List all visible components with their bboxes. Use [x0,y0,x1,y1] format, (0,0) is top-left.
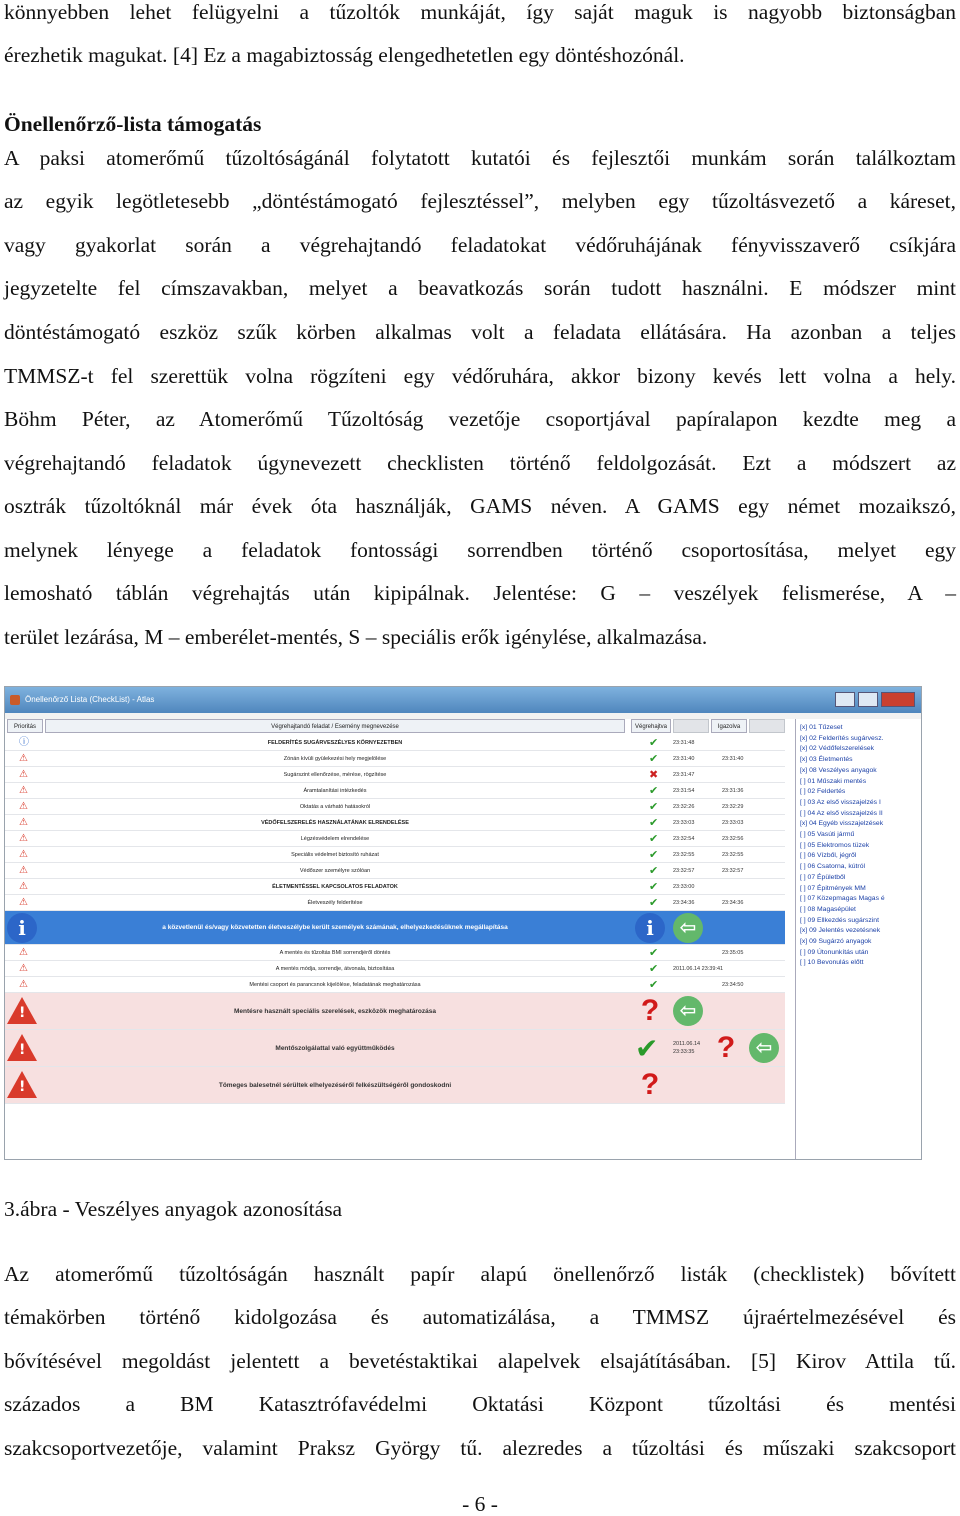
check-icon[interactable]: ✔ [649,881,659,893]
category-item[interactable]: [x] 04 Egyéb visszajelzések [800,820,884,828]
task-label: A mentés módja, sorrendje, átvonala, biztosítása [275,966,395,972]
paragraph-line: jegyzetelte fel címszavakban, melyet a beavatkozás során tudott használni. E módszer mint [4,276,956,300]
category-item[interactable]: [ ] 09 Útonunkítás után [800,948,869,956]
category-item[interactable]: [x] 09 Jelentés vezetésnek [800,927,881,935]
category-item[interactable]: [ ] 03 Az első visszajelzés I [800,798,881,806]
task-label: Mentési csoport és parancsnok kijelölése, feladatának meghatározása [249,982,421,988]
check-icon[interactable]: ✔ [649,865,659,877]
warning-icon: ⚠ [19,897,28,908]
header-priority: Prioritás [7,719,43,733]
table-row[interactable] [5,879,785,895]
table-row[interactable] [5,799,785,815]
app-icon [10,695,20,705]
arrow-left-icon[interactable]: ⇦ [749,1033,779,1063]
category-item[interactable]: [ ] 02 Feldertés [800,788,846,796]
task-label: Légzésvédelem elrendelése [300,836,370,842]
warning-icon: ⚠ [19,979,28,990]
warning-icon [7,1034,37,1061]
task-label: Zónán kívüli gyülekezési hely megjelölése [283,756,387,762]
category-item[interactable]: [ ] 05 Vasúti jármű [800,831,855,839]
paragraph-line: szakcsoportvezetője, valamint Praksz György tű. alezredes a tűzoltási és műszaki szakcsoport [4,1436,956,1460]
warning-icon: ⚠ [19,849,28,860]
page-number: - 6 - [462,1492,498,1516]
highlighted-row[interactable] [5,911,785,945]
task-label: Tömeges balesetnél sérültek elhelyezéséről felkészültségéről gondoskodni [218,1082,452,1089]
table-row[interactable] [5,751,785,767]
done-time: 23:31:40 [673,756,695,762]
category-item[interactable]: [ ] 04 Az első visszajelzés II [800,809,883,817]
paragraph-line: TMMSZ-t fel szerettük volna rögzíteni egy védőruhára, akkor bizony kevés lett volna a hely. [4,364,956,388]
confirm-time: 23:32:29 [722,804,744,810]
paragraph-line: az egyik legötletesebb „döntéstámogató fejlesztéssel”, melyben egy tűzoltásvezető a káreset, [4,189,956,213]
paragraph-line: végrehajtandó feladatok úgynevezett checklisten történő feldolgozását. Ezt a módszert az [4,451,956,475]
paragraph-line: lemosható táblán végrehajtás után kipipálnak. Jelentése: G – veszélyek felismerése, A – [4,581,956,605]
task-label: Védőszer személyre szólóan [299,868,371,874]
window-titlebar [5,687,921,713]
task-label: a közvetlenül és/vagy közvetetten életveszélybe került személyek számának, elhelyezkedésüknek megállapítása [162,924,508,931]
check-icon[interactable]: ✔ [649,817,659,829]
task-label: Mentőszolgálattal való együttműködés [275,1045,395,1052]
category-item[interactable]: [ ] 05 Elektromos tüzek [800,841,870,849]
confirm-time: 23:34:50 [722,982,744,988]
checklist-content [5,719,921,1159]
category-item[interactable]: [x] 03 Életmentés [800,756,853,764]
category-items [796,719,922,969]
minimize-button[interactable] [835,692,855,707]
check-icon[interactable]: ✔ [649,849,659,861]
arrow-left-icon[interactable]: ⇦ [673,913,703,943]
paragraph-line: Az atomerőmű tűzoltóságán használt papír alapú önellenőrző listák (checklistek) bővített [4,1262,956,1286]
warning-icon: ⚠ [19,833,28,844]
text-line: érezhetik magukat. [4] Ez a magabiztosság elengedhetetlen egy döntéshozónál. [4,43,685,67]
info-icon: i [7,913,37,943]
window-title: Önellenőrző Lista (CheckList) - Atlas [25,695,155,704]
text-line: könnyebben lehet felügyelni a tűzoltók munkáját, így saját maguk is nagyobb biztonságban [4,0,956,24]
done-time: 23:32:54 [673,836,695,842]
paragraph-line: osztrák tűzoltóknál már évek óta használják, GAMS néven. A GAMS egy német mozaikszó, [4,494,956,518]
warning-icon: ⚠ [19,947,28,958]
table-row[interactable] [5,735,785,751]
check-icon[interactable]: ✔ [635,1033,659,1064]
category-item[interactable]: [ ] 07 Épitmények MM [800,884,866,892]
maximize-button[interactable] [858,692,878,707]
checklist-app-screenshot [4,686,922,1160]
warning-icon: ⚠ [19,785,28,796]
check-icon[interactable]: ✔ [649,833,659,845]
done-time: 23:32:26 [673,804,695,810]
question-icon: ? [716,1031,736,1064]
table-row[interactable] [5,895,785,911]
check-icon[interactable]: ✔ [649,785,659,797]
task-label: Oktatás a várható hatásokról [299,804,371,810]
table-row[interactable] [5,945,785,961]
done-time: 2011.06.14 23:39:41 [673,966,724,972]
warning-icon: ⚠ [19,769,28,780]
category-item[interactable]: [x] 02 Védőfelszerelések [800,745,875,753]
paragraph-line: vagy gyakorlat során a végrehajtandó feladatokat védőruhájának fényvisszaverő csíkjára [4,233,956,257]
confirm-time: 23:33:03 [722,820,744,826]
task-label: ÉLETMENTÉSSEL KAPCSOLATOS FELADATOK [272,884,398,890]
check-icon[interactable]: ✔ [649,897,659,909]
table-row[interactable] [5,767,785,783]
check-icon[interactable]: ✔ [649,979,659,991]
task-label: Speciális védelmet biztosító ruházat [291,852,379,858]
category-item[interactable]: [x] 08 Veszélyes anyagok [800,766,877,774]
header-task: Végrehajtandó feladat / Esemény megnevezése [45,719,625,733]
table-row[interactable] [5,863,785,879]
paragraph-line: terület lezárása, M – emberélet-mentés, S – speciális erők igénylése, alkalmazása. [4,625,708,649]
category-item[interactable]: [ ] 06 Vízből, jégről [800,852,857,860]
paragraph-line: A paksi atomerőmű tűzoltóságánál folytatott kutatói és fejlesztői munkám során találkoztam [4,146,956,170]
confirm-time: 23:32:56 [722,836,744,842]
warning-icon [7,997,37,1024]
info-icon: ⚠ [19,817,28,828]
arrow-left-icon[interactable]: ⇦ [673,996,703,1026]
done-time: 23:31:54 [673,788,695,794]
done-time: 23:34:36 [673,900,695,906]
paragraph-line: témakörben történő kidolgozása és automatizálása, a TMMSZ újraértelmezésével és [4,1305,956,1329]
done-time: 2011.06.14 23:33:35 [673,1041,701,1055]
confirm-time: 23:35:05 [722,950,744,956]
category-item[interactable]: [ ] 09 Ellkezdés sugárszint [800,916,879,924]
table-row[interactable] [5,831,785,847]
cross-icon[interactable]: ✖ [649,769,659,781]
done-time: 23:33:00 [673,884,695,890]
task-label: Mentésre használt speciális szerelések, eszközök meghatározása [234,1008,436,1015]
header-cell [673,719,709,733]
confirm-time: 23:34:36 [722,900,744,906]
done-time: 23:31:47 [673,772,695,778]
table-row[interactable] [5,977,785,993]
warning-icon: ⚠ [19,801,28,812]
task-label: VÉDŐFELSZERELÉS HASZNÁLATÁNAK ELRENDELÉSE [261,820,409,826]
header-confirm: Igazolva [711,719,747,733]
category-item[interactable]: [x] 01 Tűzeset [800,724,843,731]
check-icon[interactable]: ✔ [649,737,659,749]
table-row[interactable] [5,1030,785,1067]
checklist-category-list [795,719,922,1159]
done-time: 23:31:48 [673,740,695,746]
category-item[interactable]: [ ] 07 Épületből [800,873,846,881]
table-row[interactable] [5,961,785,977]
warning-icon [7,1071,37,1098]
paragraph-line: Böhm Péter, az Atomerőmű Tűzoltóság vezetője csoportjával papíralapon kezdte meg a [4,407,956,431]
header-cell [749,719,785,733]
close-button[interactable] [881,692,915,707]
paragraph-line: bővítésével megoldást jelentett a bevetéstaktikai alapelvek elsajátításában. [5] Kirov Attila tű. [4,1349,956,1373]
paragraph-line: döntéstámogató eszköz szűk körben alkalmas volt a feladata ellátására. Ha azonban a teljes [4,320,956,344]
paragraph-line: százados a BM Katasztrófavédelmi Oktatási Központ tűzoltási és mentési [4,1392,956,1416]
warning-icon: ⚠ [19,963,28,974]
paragraph-line: melynek lényege a feladatok fontossági sorrendben történő csoportosítása, melyet egy [4,538,956,562]
question-icon: ? [640,1068,660,1101]
category-item[interactable]: [ ] 10 Bevonulás előtt [800,959,864,967]
done-time: 23:32:55 [673,852,695,858]
category-item[interactable]: [ ] 08 Magasépület [800,905,856,913]
category-item[interactable]: [x] 09 Sugárzó anyagok [800,938,872,946]
section-heading: Önellenőrző-lista támogatás [4,112,262,136]
done-time: 23:33:03 [673,820,695,826]
confirm-time: 23:31:40 [722,756,744,762]
check-icon[interactable]: ✔ [649,963,659,975]
info-icon: i [635,913,665,943]
done-time: 23:32:57 [673,868,695,874]
question-icon: ? [640,994,660,1027]
confirm-time: 23:32:57 [722,868,744,874]
check-icon[interactable]: ✔ [649,947,659,959]
header-done: Végrehajtva [631,719,671,733]
task-label: FELDERÍTÉS SUGÁRVESZÉLYES KÖRNYEZETBEN [267,740,403,746]
table-row[interactable] [5,847,785,863]
category-item[interactable]: [x] 02 Felderítés sugárvesz. [800,734,884,742]
category-item[interactable]: [ ] 06 Csatorna, kútról [800,863,865,871]
table-row[interactable] [5,783,785,799]
task-label: Áramtalanítási intézkedés [303,788,367,794]
task-label: A mentés és tűzoltás BMI sorrendjéről döntés [279,950,391,956]
window-controls [835,692,915,707]
warning-icon: ⚠ [19,753,28,764]
confirm-time: 23:31:36 [722,788,744,794]
table-row[interactable] [5,1067,785,1104]
confirm-time: 23:32:55 [722,852,744,858]
category-item[interactable]: [ ] 07 Közepmagas Magas é [800,895,885,903]
category-item[interactable]: [ ] 01 Műszaki mentés [800,777,867,785]
figure-caption: 3.ábra - Veszélyes anyagok azonosítása [4,1197,343,1221]
info-icon: ⓘ [19,737,29,748]
table-row[interactable] [5,993,785,1030]
table-row[interactable] [5,815,785,831]
info-icon: ⚠ [19,881,28,892]
check-icon[interactable]: ✔ [649,801,659,813]
check-icon[interactable]: ✔ [649,753,659,765]
task-label: Életveszély felderítése [307,900,363,906]
warning-icon: ⚠ [19,865,28,876]
task-label: Sugárszint ellenőrzése, mérése, rögzítése [283,772,387,778]
